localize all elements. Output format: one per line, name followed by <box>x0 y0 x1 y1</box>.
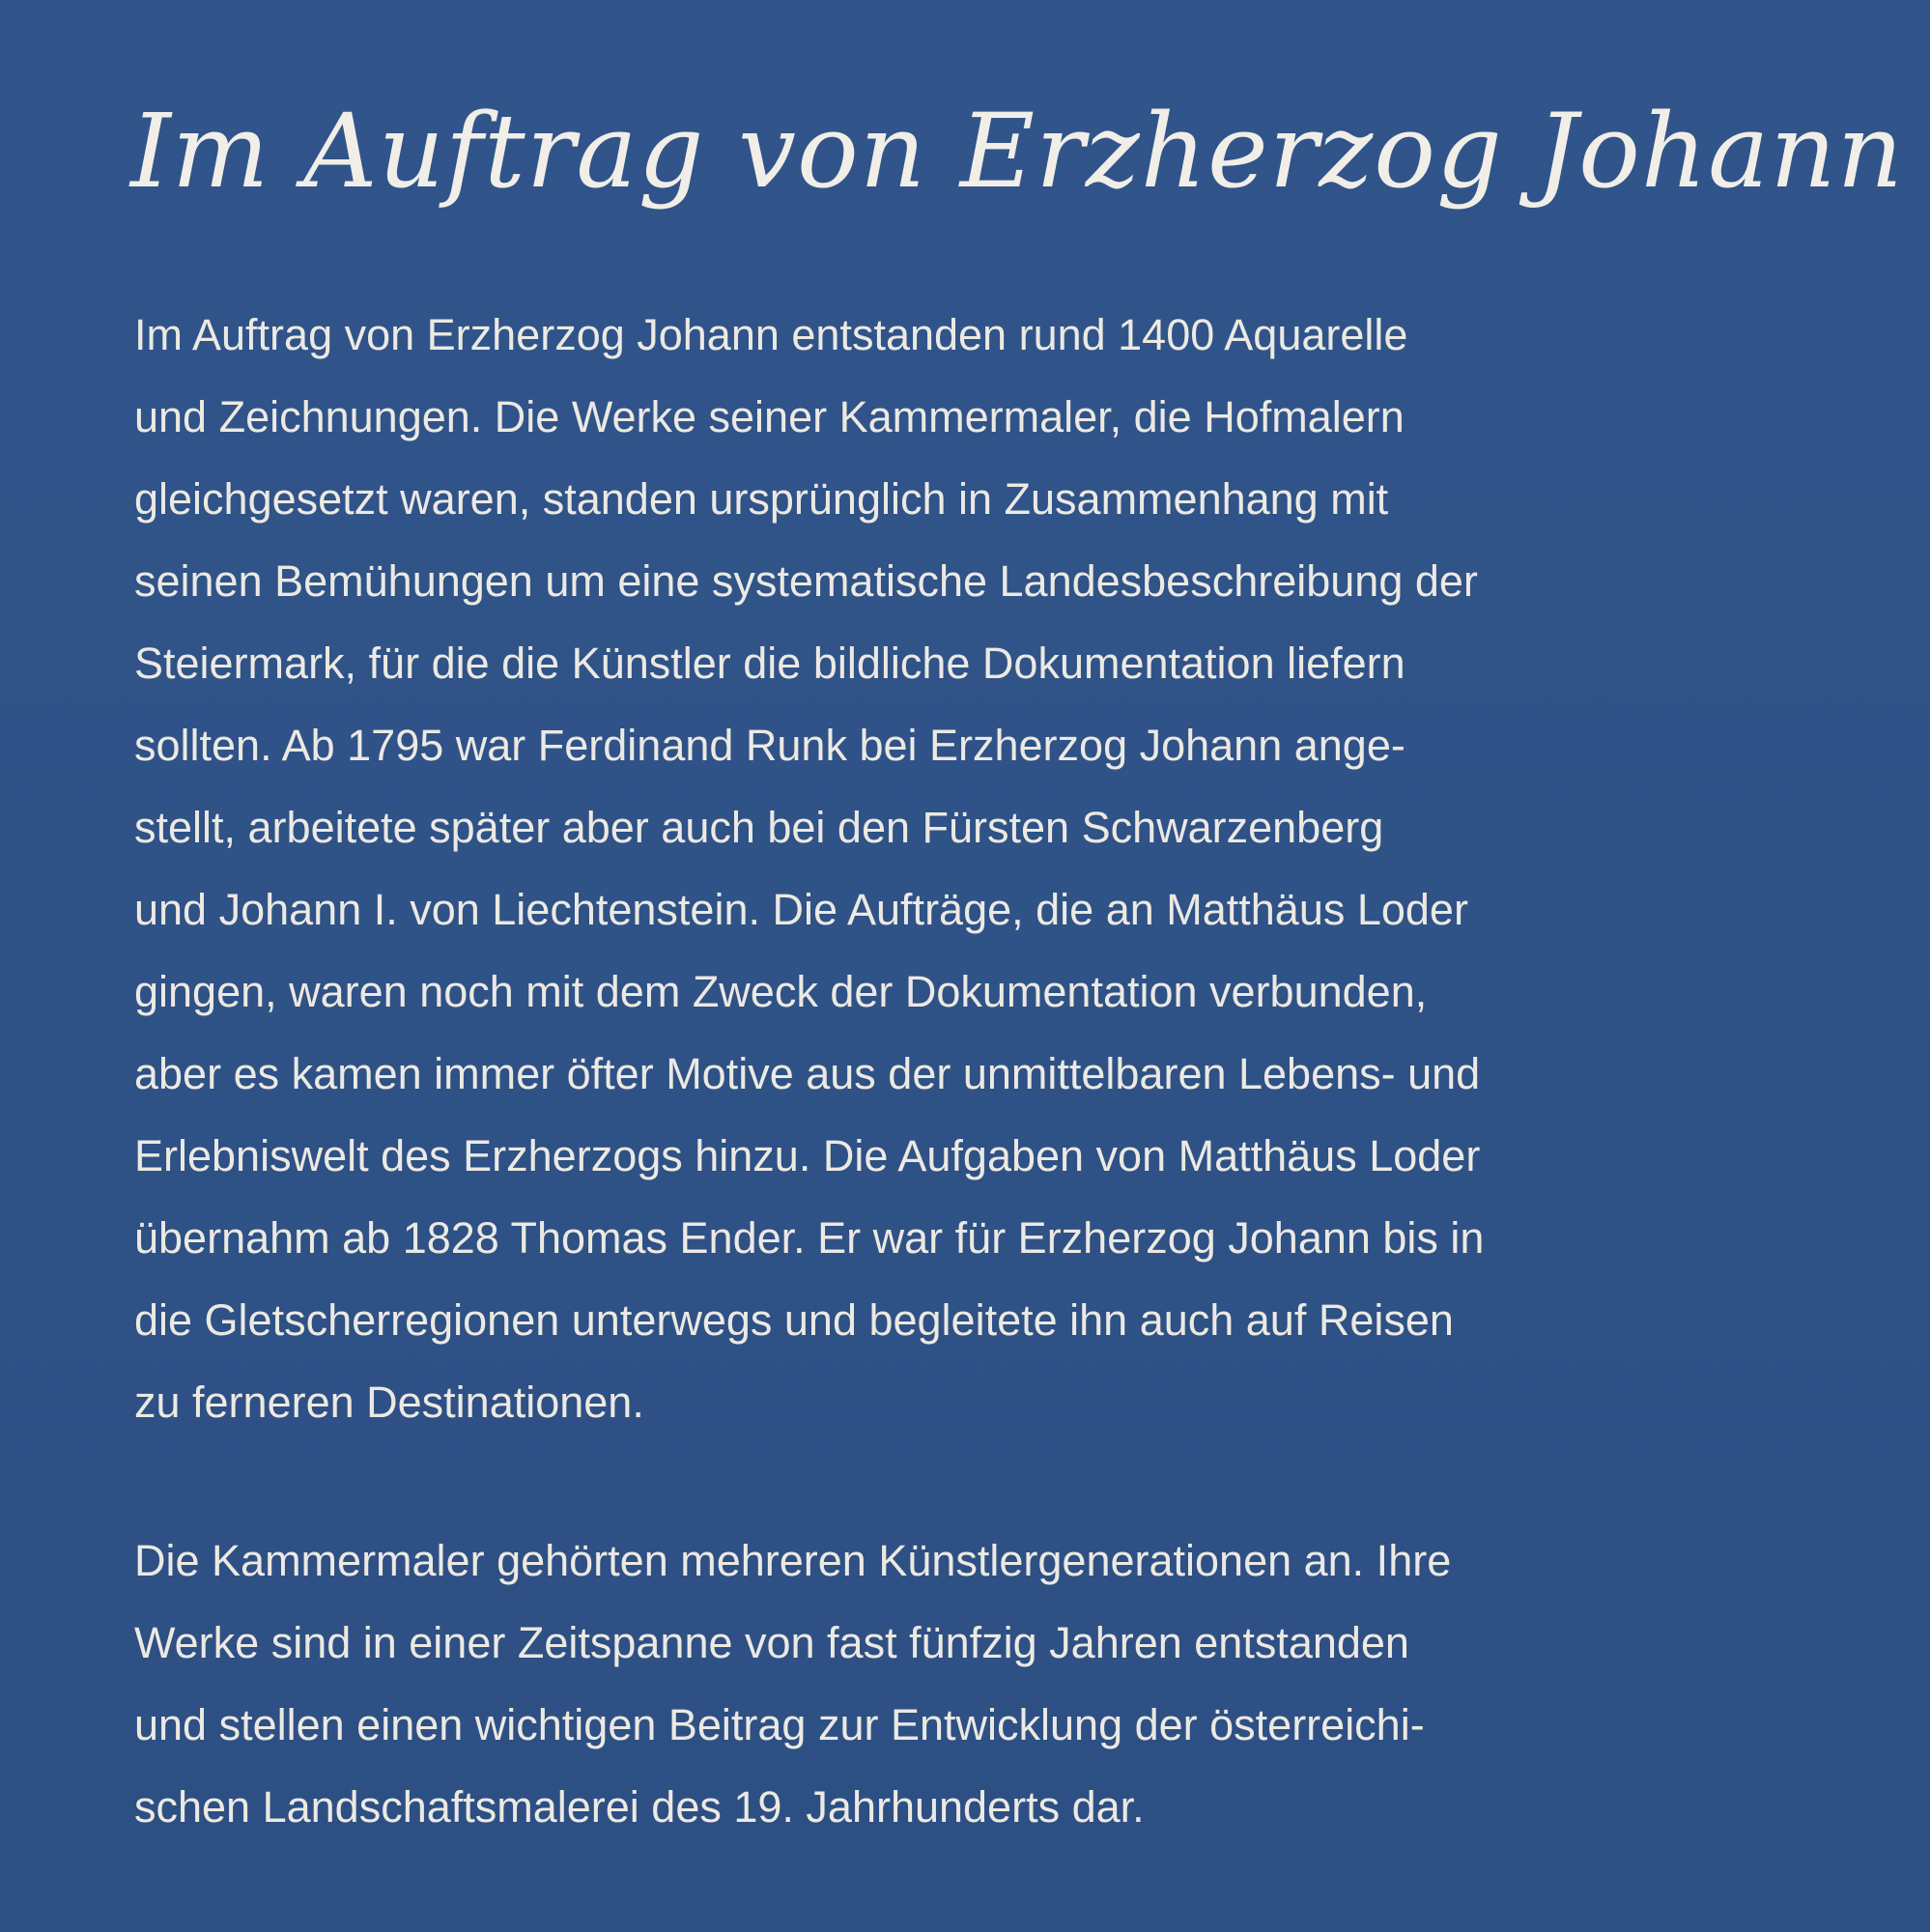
paragraph-line: seinen Bemühungen um eine systematische Landesbeschreibung der <box>134 556 1478 606</box>
paragraph-line: gingen, waren noch mit dem Zweck der Dokumentation verbunden, <box>134 967 1428 1016</box>
paragraph-1 <box>134 294 1484 1443</box>
paragraph-line: und stellen einen wichtigen Beitrag zur Entwicklung der österreichi- <box>134 1700 1425 1749</box>
paragraph-line: aber es kamen immer öfter Motive aus der unmittelbaren Lebens- und <box>134 1049 1481 1098</box>
paragraph-line: zu ferneren Destinationen. <box>134 1378 644 1427</box>
paragraph-line: und Zeichnungen. Die Werke seiner Kammermaler, die Hofmalern <box>134 392 1405 441</box>
paragraph-line: sollten. Ab 1795 war Ferdinand Runk bei Erzherzog Johann ange- <box>134 721 1405 770</box>
paragraph-line: übernahm ab 1828 Thomas Ender. Er war für Erzherzog Johann bis in <box>134 1213 1485 1263</box>
panel-title: Im Auftrag von Erzherzog Johann <box>130 92 1904 211</box>
paragraph-2 <box>134 1520 1451 1848</box>
paragraph-line: stellt, arbeitete später aber auch bei den Fürsten Schwarzenberg <box>134 803 1384 852</box>
paragraph-line: gleichgesetzt waren, standen ursprünglich in Zusammenhang mit <box>134 474 1389 524</box>
paragraph-line: Im Auftrag von Erzherzog Johann entstanden rund 1400 Aquarelle <box>134 310 1408 359</box>
paragraph-line: schen Landschaftsmalerei des 19. Jahrhunderts dar. <box>134 1782 1145 1832</box>
paragraph-line: die Gletscherregionen unterwegs und begleitete ihn auch auf Reisen <box>134 1295 1454 1345</box>
paragraph-line: Die Kammermaler gehörten mehreren Künstlergenerationen an. Ihre <box>134 1536 1452 1585</box>
paragraph-line: Erlebniswelt des Erzherzogs hinzu. Die Aufgaben von Matthäus Loder <box>134 1131 1481 1180</box>
paragraph-line: und Johann I. von Liechtenstein. Die Aufträge, die an Matthäus Loder <box>134 885 1468 934</box>
paragraph-line: Steiermark, für die die Künstler die bildliche Dokumentation liefern <box>134 639 1405 688</box>
paragraph-line: Werke sind in einer Zeitspanne von fast fünfzig Jahren entstanden <box>134 1618 1409 1667</box>
